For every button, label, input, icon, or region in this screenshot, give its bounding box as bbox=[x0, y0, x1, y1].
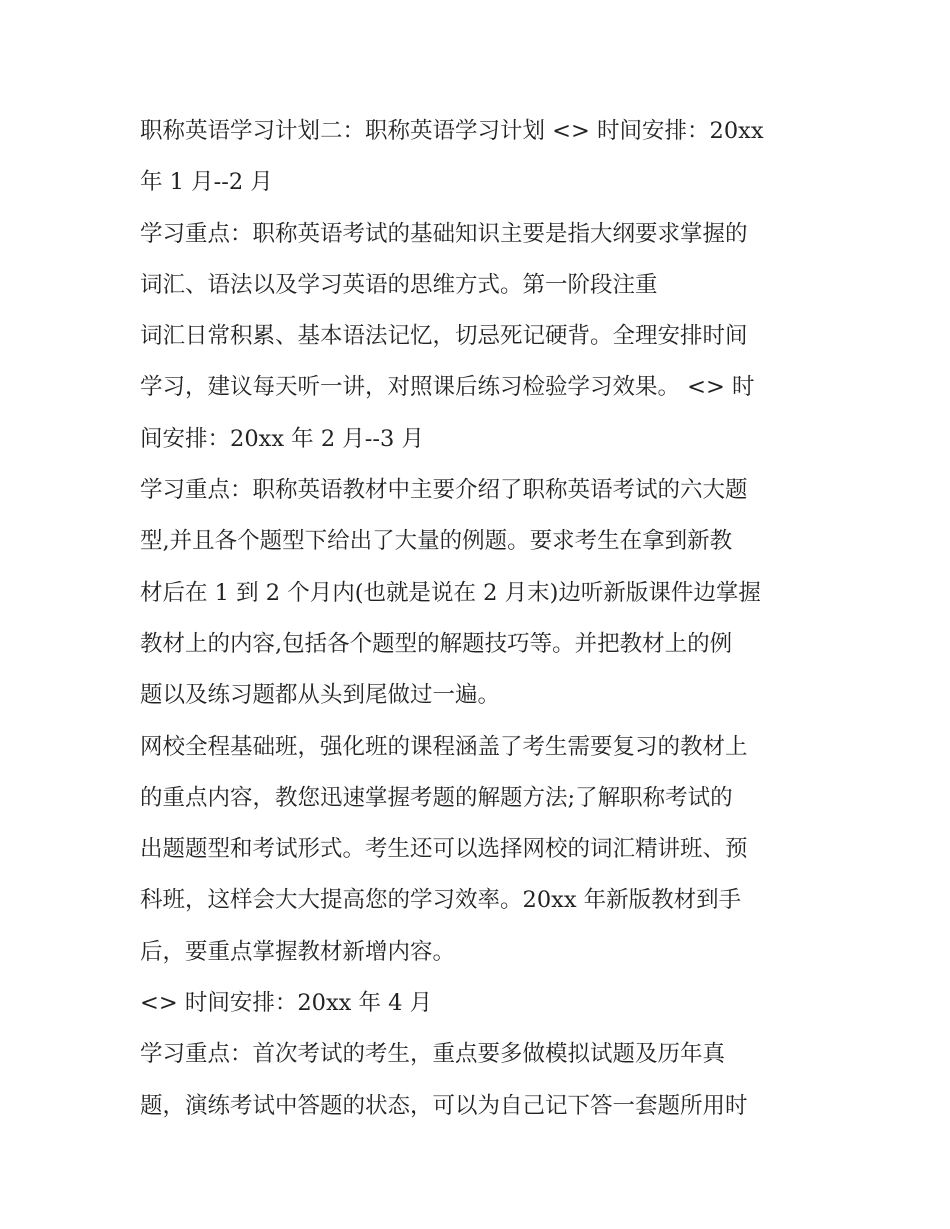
text-line: 间安排：20xx 年 2 月--3 月 bbox=[140, 425, 424, 452]
text-line: 词汇、语法以及学习英语的思维方式。第一阶段注重 bbox=[140, 271, 658, 298]
text-line: 后，要重点掌握教材新增内容。 bbox=[140, 938, 456, 965]
text-line: 题，演练考试中答题的状态，可以为自己记下答一套题所用时 bbox=[140, 1092, 748, 1119]
text-line: 材后在 1 到 2 个月内(也就是说在 2 月末)边听新版课件边掌握 bbox=[140, 579, 761, 606]
text-line: 学习重点：首次考试的考生，重点要多做模拟试题及历年真 bbox=[140, 1041, 726, 1068]
text-line: 科班，这样会大大提高您的学习效率。20xx 年新版教材到手 bbox=[140, 887, 742, 914]
text-line: <> 时间安排：20xx 年 4 月 bbox=[140, 990, 433, 1017]
document-body bbox=[140, 106, 820, 1132]
text-line: 的重点内容，教您迅速掌握考题的解题方法;了解职称考试的 bbox=[140, 784, 733, 811]
text-line: 学习重点：职称英语教材中主要介绍了职称英语考试的六大题 bbox=[140, 477, 748, 504]
text-line: 职称英语学习计划二：职称英语学习计划 <> 时间安排：20xx bbox=[140, 118, 764, 144]
text-line: 题以及练习题都从头到尾做过一遍。 bbox=[140, 682, 501, 709]
text-line: 学习，建议每天听一讲，对照课后练习检验学习效果。 <> 时 bbox=[140, 374, 755, 401]
text-line: 教材上的内容,包括各个题型的解题技巧等。并把教材上的例 bbox=[140, 630, 733, 657]
text-line: 学习重点：职称英语考试的基础知识主要是指大纲要求掌握的 bbox=[140, 220, 748, 247]
text-line: 出题题型和考试形式。考生还可以选择网校的词汇精讲班、预 bbox=[140, 836, 748, 863]
text-line: 年 1 月--2 月 bbox=[140, 169, 273, 196]
text-line: 词汇日常积累、基本语法记忆，切忌死记硬背。全理安排时间 bbox=[140, 323, 748, 350]
text-line: 型,并且各个题型下给出了大量的例题。要求考生在拿到新教 bbox=[140, 528, 733, 555]
text-line: 网校全程基础班，强化班的课程涵盖了考生需要复习的教材上 bbox=[140, 733, 748, 760]
